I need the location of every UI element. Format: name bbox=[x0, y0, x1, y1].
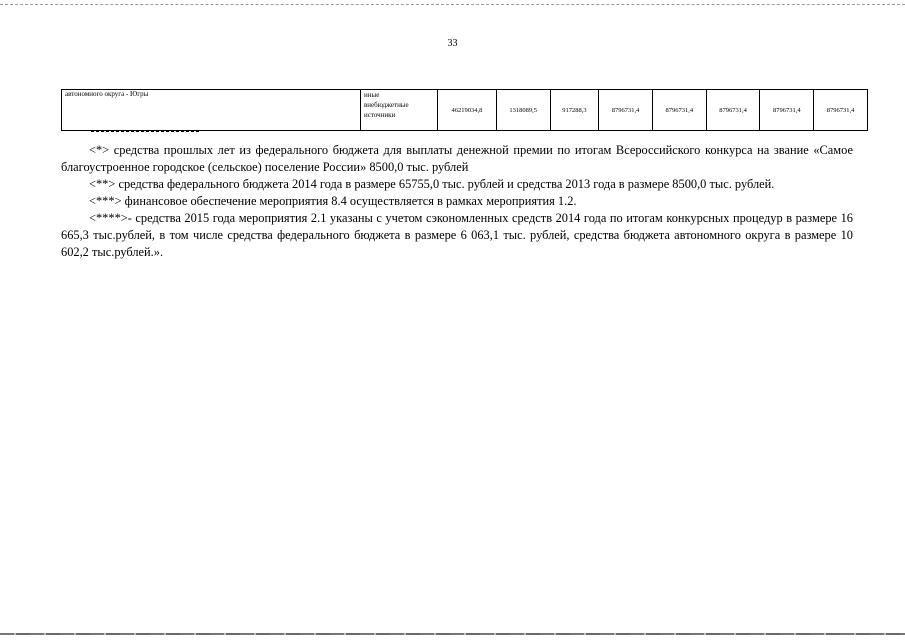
value-cell-total: 46219034,8 bbox=[438, 90, 497, 131]
source-line: иные bbox=[364, 91, 380, 99]
value-cell: 8796731,4 bbox=[599, 90, 653, 131]
footnote-4: <****>- средства 2015 года мероприятия 2.1 указаны с учетом сэкономленных средств 2014 года по итогам конкурсных процедур в размере 16 665,3 тыс.рублей, в том числе средства федерального бюджета в размере 6 063,1 тыс. рублей, средства бюджета автономного округа в размере 10 602,2 тыс.рублей.». bbox=[61, 211, 853, 259]
value-cell: 8796731,4 bbox=[652, 90, 706, 131]
value-cell: 1318089,5 bbox=[496, 90, 550, 131]
value-cell: 917288,3 bbox=[550, 90, 599, 131]
value-cell: 8796731,4 bbox=[760, 90, 814, 131]
footnote-2: <**> средства федерального бюджета 2014 года в размере 65755,0 тыс. рублей и средства 2013 года в размере 8500,0 тыс. рублей. bbox=[89, 177, 775, 191]
footnotes bbox=[61, 131, 853, 261]
budget-table bbox=[61, 89, 868, 131]
footnote-3: <***> финансовое обеспечение мероприятия 8.4 осуществляется в рамках мероприятия 1.2. bbox=[89, 194, 577, 208]
scan-edge-top bbox=[0, 4, 905, 6]
footnote-1: <*> средства прошлых лет из федерального бюджета для выплаты денежной премии по итогам Всероссийского конкурса на звание «Самое благоустроенное городское (сельское) поселение России» 8500,0 тыс. рублей bbox=[61, 143, 853, 174]
page-number: 33 bbox=[447, 38, 458, 49]
footnote-separator bbox=[91, 131, 199, 132]
source-line: источники bbox=[364, 111, 396, 119]
table-row bbox=[62, 90, 868, 131]
funding-source-cell bbox=[361, 90, 438, 131]
row-name-cell: автономного округа - Югры bbox=[62, 90, 361, 131]
scan-edge-bottom bbox=[0, 633, 905, 635]
value-cell: 8796731,4 bbox=[814, 90, 868, 131]
source-line: внебюджетные bbox=[364, 101, 409, 109]
value-cell: 8796731,4 bbox=[706, 90, 760, 131]
